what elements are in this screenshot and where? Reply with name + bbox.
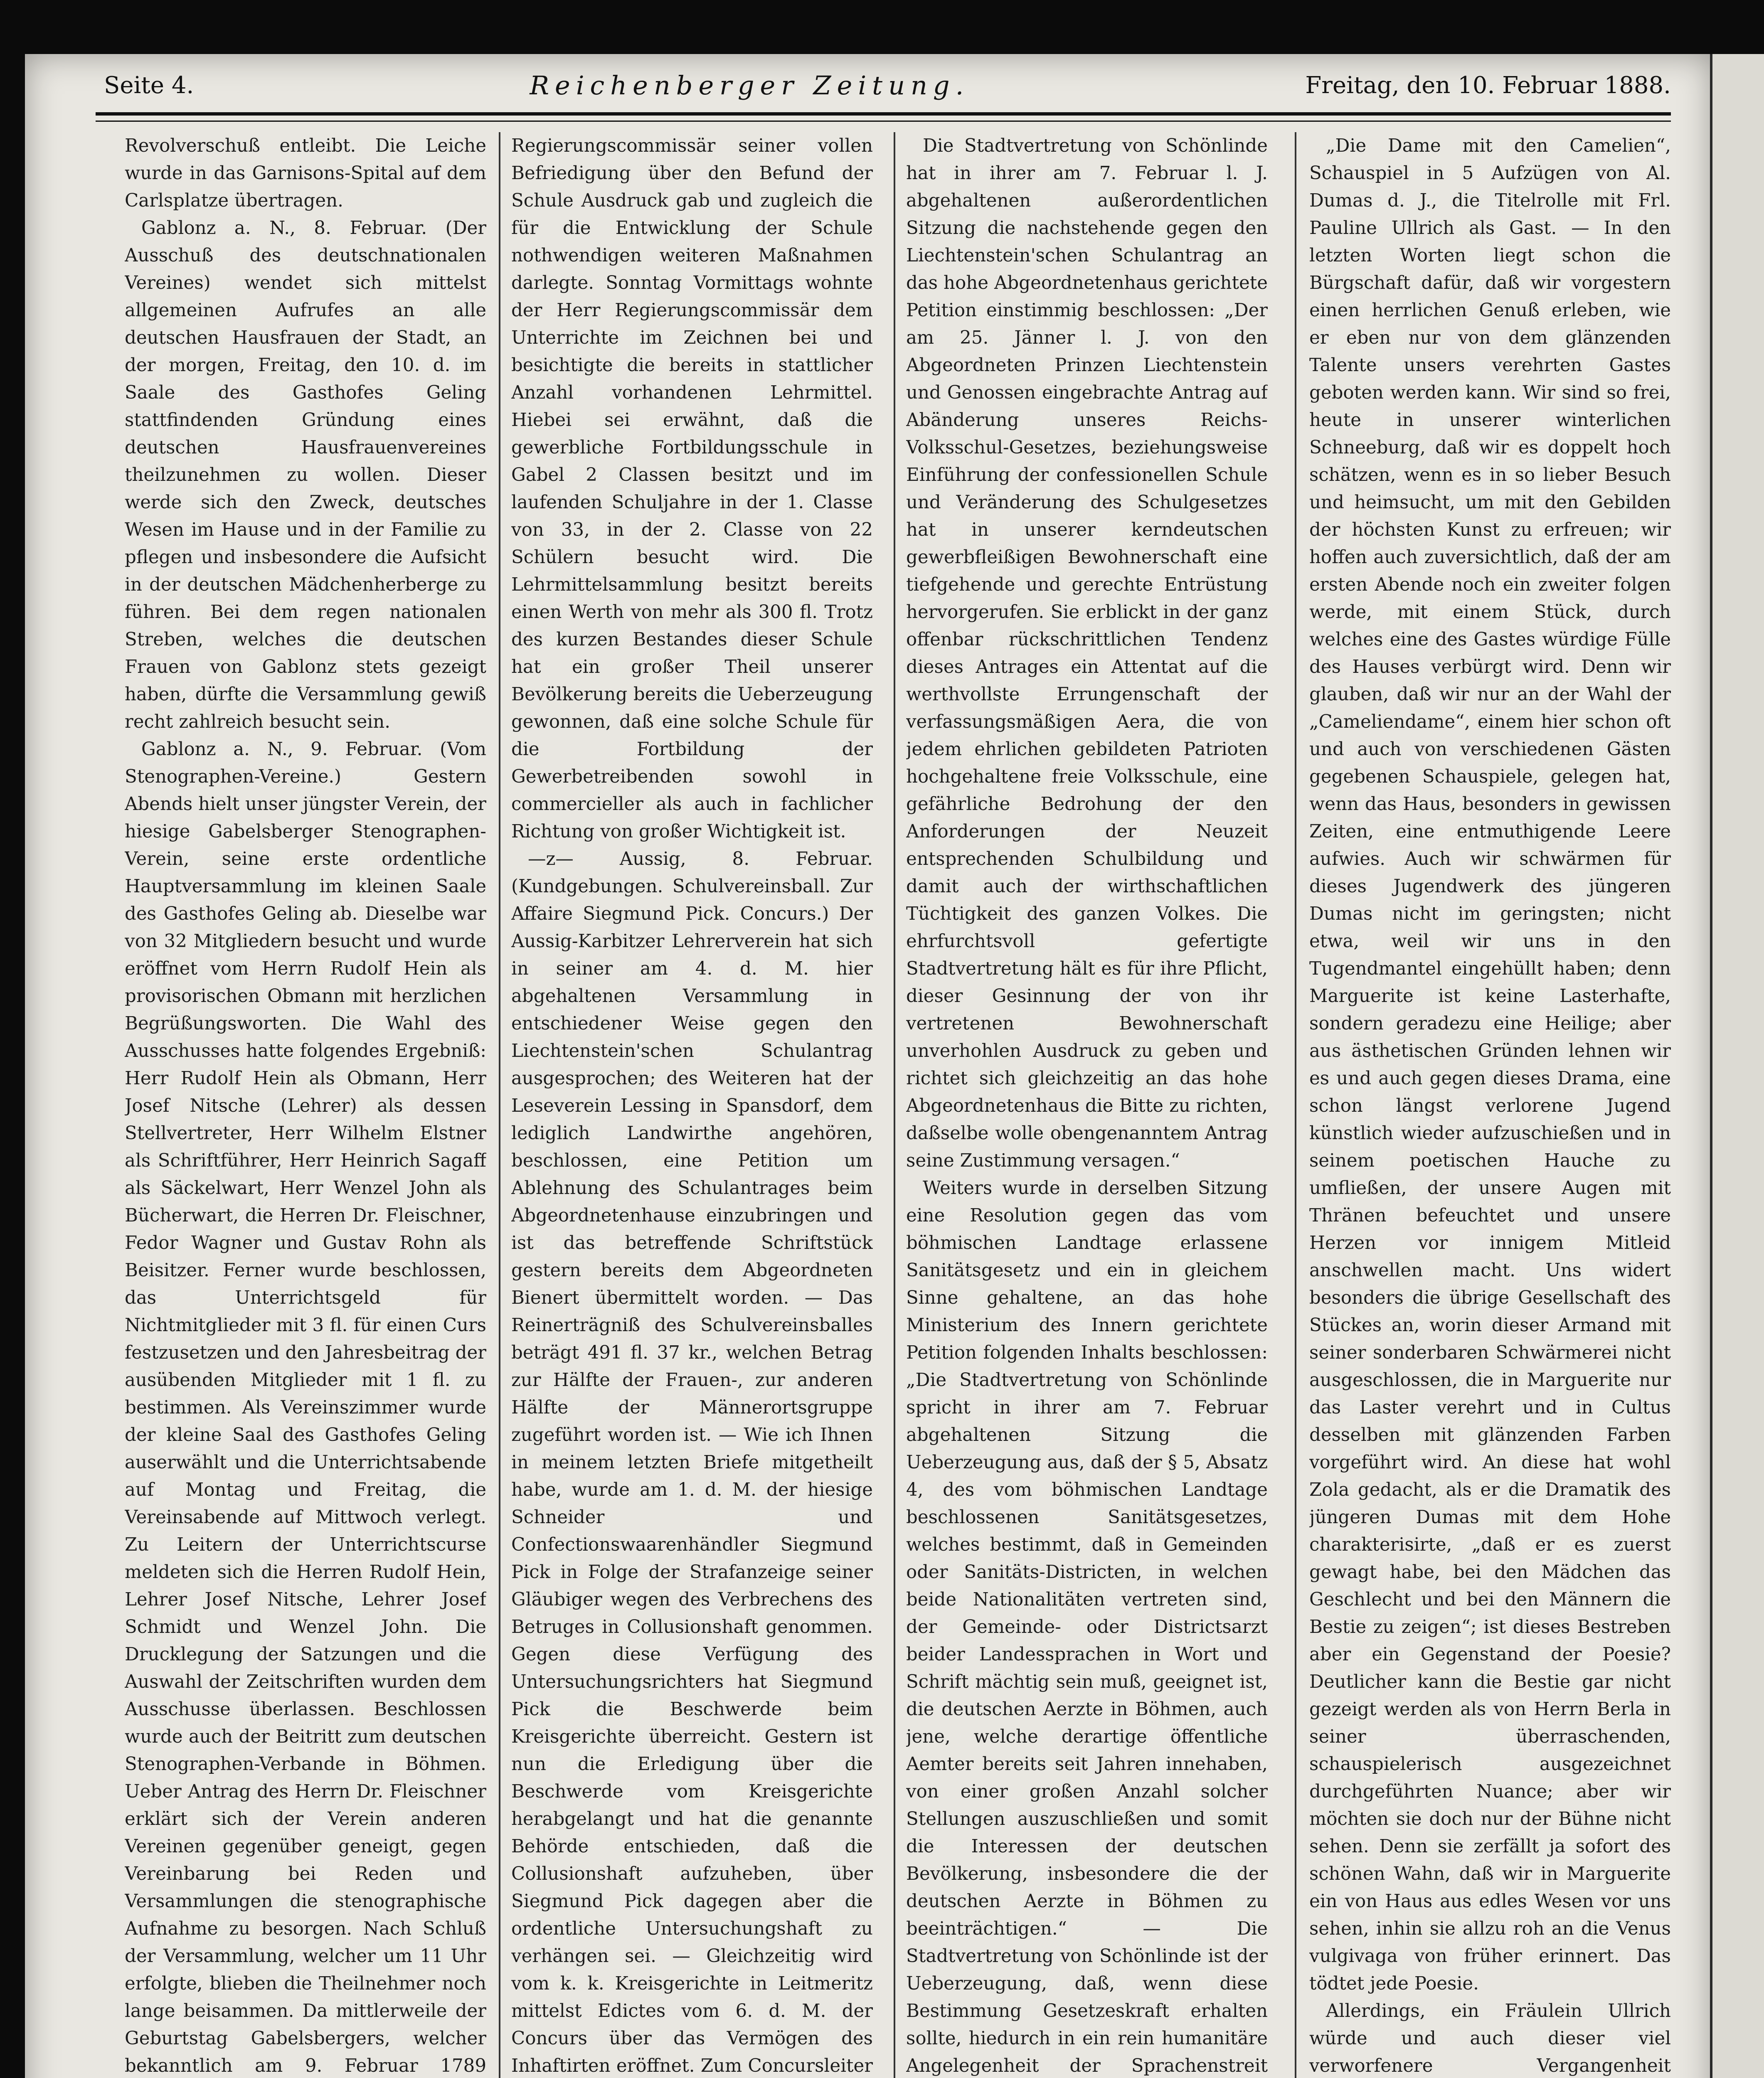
article-paragraph: Allerdings, ein Fräulein Ullrich würde und auch dieser viel verworfenere Vergangenheit — [1309, 2001, 1671, 2076]
column-3 — [906, 132, 1268, 2078]
column-4 — [1309, 132, 1671, 2078]
column-1 — [125, 132, 486, 2078]
header-rule — [96, 112, 1671, 116]
column-2 — [511, 132, 873, 2078]
column-divider — [894, 132, 895, 2078]
article-paragraph: Gablonz a. N., 9. Februar. (Vom Stenographen-Vereine.) Gestern Abends hielt unser jüngster Verein, der hiesige Gabelsberger Stenographen-Verein, seine erste ordentliche Hauptversammlung im kleinen Saale des Gasthofes Geling ab. Dieselbe war von 32 Mitgliedern besucht und wurde eröffnet vom Herrn Rudolf Hein als provisorischen Obmann mit herzlichen Begrüßungsworten. Die Wahl des Ausschusses hatte folgendes Ergebniß: Herr Rudolf Hein als Obmann, Herr Josef Nitsche (Lehrer) als dessen Stellvertreter, Herr Wilhelm Elstner als Schriftführer, Herr Heinrich Sagaff als Säckelwart, Herr Wenzel John als Bücherwart, die Herren Dr. Fleischner, Fedor Wagner und Gustav Rohn als Beisitzer. Ferner wurde beschlossen, das Unterrichtsgeld für Nichtmitglieder mit 3 fl. für einen Curs festzusetzen und den Jahresbeitrag der ausübenden Mitglieder mit 1 fl. zu bestimmen. Als Vereinszimmer wurde der kleine Saal des Gasthofes Geling auserwählt und die Unterrichtsabende auf Montag und Freitag, die Vereinsabende auf Mittwoch verlegt. Zu Leitern der Unterrichtscurse meldeten sich die Herren Rudolf Hein, Lehrer Josef Nitsche, Lehrer Josef Schmidt und Wenzel John. Die Drucklegung der Satzungen und die Auswahl der Zeitschriften wurden dem Ausschusse überlassen. Beschlossen wurde auch der Beitritt zum deutschen Stenographen-Verbande in Böhmen. Ueber Antrag des Herrn Dr. Fleischner erklärt sich der Verein anderen Vereinen gegenüber geneigt, gegen Vereinbarung bei Reden und Versammlungen die stenographische Aufnahme zu besorgen. Nach Schluß der Versammlung, welcher um 11 Uhr erfolgte, blieben die Theilnehmer noch lange beisammen. Da mittlerweile der Geburtstag Gabelsbergers, welcher bekanntlich am 9. Februar 1789 — [125, 739, 486, 2076]
column-divider — [1295, 132, 1296, 2078]
page-header — [104, 62, 1671, 108]
article-paragraph: —z— Aussig, 8. Februar. (Kundgebungen. Schulvereinsball. Zur Affaire Siegmund Pick. Concurs.) Der Aussig-Karbitzer Lehrerverein hat sich in seiner am 4. d. M. hier abgehaltenen Versammlung in entschiedener Weise gegen den Liechtenstein'schen Schulantrag ausgesprochen; des Weiteren hat der Leseverein Lessing in Spansdorf, dem lediglich Landwirthe angehören, beschlossen, eine Petition um Ablehnung des Schulantrages beim Abgeordnetenhause einzubringen und ist das betreffende Schriftstück gestern bereits dem Abgeordneten Bienert übermittelt worden. — Das Reinerträgniß des Schulvereinsballes beträgt 491 fl. 37 kr., welchen Betrag zur Hälfte der Frauen-, zur anderen Hälfte der Männerortsgruppe zugeführt worden ist. — Wie ich Ihnen in meinem letzten Briefe mitgetheilt habe, wurde am 1. d. M. der hiesige Schneider und Confectionswaarenhändler Siegmund Pick in Folge der Strafanzeige seiner Gläubiger wegen des Verbrechens des Betruges in Collusionshaft genommen. Gegen diese Verfügung des Untersuchungsrichters hat Siegmund Pick die Beschwerde beim Kreisgerichte überreicht. Gestern ist nun die Erledigung über die Beschwerde vom Kreisgerichte herabgelangt und hat die genannte Behörde entschieden, daß die Collusionshaft aufzuheben, über Siegmund Pick dagegen aber die ordentliche Untersuchungshaft zu verhängen sei. — Gleichzeitig wird vom k. k. Kreisgerichte in Leitmeritz mittelst Edictes vom 6. d. M. der Concurs über das Vermögen des Inhaftirten eröffnet. Zum Concursleiter — [511, 849, 873, 2076]
article-paragraph: Revolverschuß entleibt. Die Leiche wurde in das Garnisons-Spital auf dem Carlsplatze übertragen. — [125, 135, 486, 211]
issue-date: Freitag, den 10. Februar 1888. — [1305, 71, 1671, 99]
article-paragraph: Regierungscommissär seiner vollen Befriedigung über den Befund der Schule Ausdruck gab und zugleich die für die Entwicklung der Schule nothwendigen weiteren Maßnahmen darlegte. Sonntag Vormittags wohnte der Herr Regierungscommissär dem Unterrichte im Zeichnen bei und besichtigte die bereits in stattlicher Anzahl vorhandenen Lehrmittel. Hiebei sei erwähnt, daß die gewerbliche Fortbildungsschule in Gabel 2 Classen besitzt und im laufenden Schuljahre in der 1. Classe von 33, in der 2. Classe von 22 Schülern besucht wird. Die Lehrmittelsammlung besitzt bereits einen Werth von mehr als 300 fl. Trotz des kurzen Bestandes dieser Schule hat ein großer Theil unserer Bevölkerung bereits die Ueberzeugung gewonnen, daß eine solche Schule für die Fortbildung der Gewerbetreibenden sowohl in commercieller als auch in fachlicher Richtung von großer Wichtigkeit ist. — [511, 135, 873, 842]
article-paragraph: „Die Dame mit den Camelien“, Schauspiel in 5 Aufzügen von Al. Dumas d. J., die Titelrolle mit Frl. Pauline Ullrich als Gast. — In den letzten Worten liegt schon die Bürgschaft dafür, daß wir vorgestern einen herrlichen Genuß erleben, wie er eben nur von dem glänzenden Talente unsers verehrten Gastes geboten werden kann. Wir sind so frei, heute in unserer winterlichen Schneeburg, daß wir es doppelt hoch schätzen, wenn es in so lieber Besuch und heimsucht, um mit den Gebilden der höchsten Kunst zu erfreuen; wir hoffen auch zuversichtlich, daß der am ersten Abende noch ein zweiter folgen werde, mit einem Stück, durch welches eine des Gastes würdige Fülle des Hauses verbürgt wird. Denn wir glauben, daß wir nur an der Wahl der „Cameliendame“, einem hier schon oft und auch von verschiedenen Gästen gegebenen Schauspiele, gelegen hat, wenn das Haus, besonders in gewissen Zeiten, eine entmuthigende Leere aufwies. Auch wir schwärmen für dieses Jugendwerk des jüngeren Dumas nicht im geringsten; nicht etwa, weil wir uns in den Tugendmantel eingehüllt haben; denn Marguerite ist keine Lasterhafte, sondern geradezu eine Heilige; aber aus ästhetischen Gründen lehnen wir es und auch gegen dieses Drama, eine schon längst verlorene Jugend künstlich wieder aufzuschießen und in seinem poetischen Hauche zu umfließen, der unsere Augen mit Thränen befeuchtet und unsere Herzen vor innigem Mitleid anschwellen macht. Uns widert besonders die übrige Gesellschaft des Stückes an, worin dieser Armand mit seiner sonderbaren Schwärmerei nicht ausgeschlossen, die in Marguerite nur das Laster verehrt und in Cultus desselben mit glänzenden Farben vorgeführt wird. An diese hat wohl Zola gedacht, als er die Dramatik des jüngeren Dumas mit dem Hohe charakterisirte, „daß er es zuerst gewagt habe, bei den Mädchen das Geschlecht und bei den Männern die Bestie zu zeigen“; ist dieses Bestreben aber ein Gegenstand der Poesie? Deutlicher kann die Bestie gar nicht gezeigt werden als von Herrn Berla in seiner überraschenden, schauspielerisch ausgezeichnet durchgeführten Nuance; aber wir möchten sie doch nur der Bühne nicht sehen. Denn sie zerfällt ja sofort des schönen Wahn, daß wir in Marguerite ein von Haus aus edles Wesen vor uns sehen, inhin sie allzu roh an die Venus vulgivaga von früher erinnert. Das tödtet jede Poesie. — [1309, 135, 1671, 1994]
adjacent-page-edge — [1710, 54, 1764, 2078]
header-rule-thin — [96, 121, 1671, 122]
newspaper-title: Reichenberger Zeitung. — [530, 70, 970, 101]
page-number: Seite 4. — [104, 71, 194, 99]
article-paragraph: Weiters wurde in derselben Sitzung eine Resolution gegen das vom böhmischen Landtage erlassene Sanitätsgesetz und ein in gleichem Sinne gehaltene, an das hohe Ministerium des Innern gerichtete Petition folgenden Inhalts beschlossen: „Die Stadtvertretung von Schönlinde spricht in ihrer am 7. Februar abgehaltenen Sitzung die Ueberzeugung aus, daß der § 5, Absatz 4, des vom böhmischen Landtage beschlossenen Sanitätsgesetzes, welches bestimmt, daß in Gemeinden oder Sanitäts-Districten, in welchen beide Nationalitäten vertreten sind, der Gemeinde- oder Districtsarzt beider Landessprachen in Wort und Schrift mächtig sein muß, geeignet ist, die deutschen Aerzte in Böhmen, auch jene, welche derartige öffentliche Aemter bereits seit Jahren innehaben, von einer großen Anzahl solcher Stellungen auszuschließen und somit die Interessen der deutschen Bevölkerung, insbesondere die der deutschen Aerzte in Böhmen zu beeinträchtigen.“ — Die Stadtvertretung von Schönlinde ist der Ueberzeugung, daß, wenn diese Bestimmung Gesetzeskraft erhalten sollte, hiedurch in ein rein humanitäre Angelegenheit der Sprachenstreit — [906, 1178, 1268, 2076]
article-paragraph: Gablonz a. N., 8. Februar. (Der Ausschuß des deutschnationalen Vereines) wendet sich mittelst allgemeinen Aufrufes an alle deutschen Hausfrauen der Stadt, an der morgen, Freitag, den 10. d. im Saale des Gasthofes Geling stattfindenden Gründung eines deutschen Hausfrauenvereines theilzunehmen zu wollen. Dieser werde sich den Zweck, deutsches Wesen im Hause und in der Familie zu pflegen und insbesondere die Aufsicht in der deutschen Mädchenherberge zu führen. Bei dem regen nationalen Streben, welches die deutschen Frauen von Gablonz stets gezeigt haben, dürfte die Versammlung gewiß recht zahlreich besucht sein. — [125, 218, 486, 732]
column-divider — [499, 132, 500, 2078]
article-paragraph: Die Stadtvertretung von Schönlinde hat in ihrer am 7. Februar l. J. abgehaltenen außerordentlichen Sitzung die nachstehende gegen den Liechtenstein'schen Schulantrag an das hohe Abgeordnetenhaus gerichtete Petition einstimmig beschlossen: „Der am 25. Jänner l. J. von den Abgeordneten Prinzen Liechtenstein und Genossen eingebrachte Antrag auf Abänderung unseres Reichs-Volksschul-Gesetzes, beziehungsweise Einführung der confessionellen Schule und Veränderung des Schulgesetzes hat in unserer kerndeutschen gewerbfleißigen Bewohnerschaft eine tiefgehende und gerechte Entrüstung hervorgerufen. Sie erblickt in der ganz offenbar rückschrittlichen Tendenz dieses Antrages ein Attentat auf die werthvollste Errungenschaft der verfassungsmäßigen Aera, die von jedem ehrlichen gebildeten Patrioten hochgehaltene freie Volksschule, eine gefährliche Bedrohung der den Anforderungen der Neuzeit entsprechenden Schulbildung und damit auch der wirthschaftlichen Tüchtigkeit des ganzen Volkes. Die ehrfurchtsvoll gefertigte Stadtvertretung hält es für ihre Pflicht, dieser Gesinnung der von ihr vertretenen Bewohnerschaft unverhohlen Ausdruck zu geben und richtet sich gleichzeitig an das hohe Abgeordnetenhaus die Bitte zu richten, daßselbe wolle obengenanntem Antrag seine Zustimmung versagen.“ — [906, 135, 1268, 1171]
